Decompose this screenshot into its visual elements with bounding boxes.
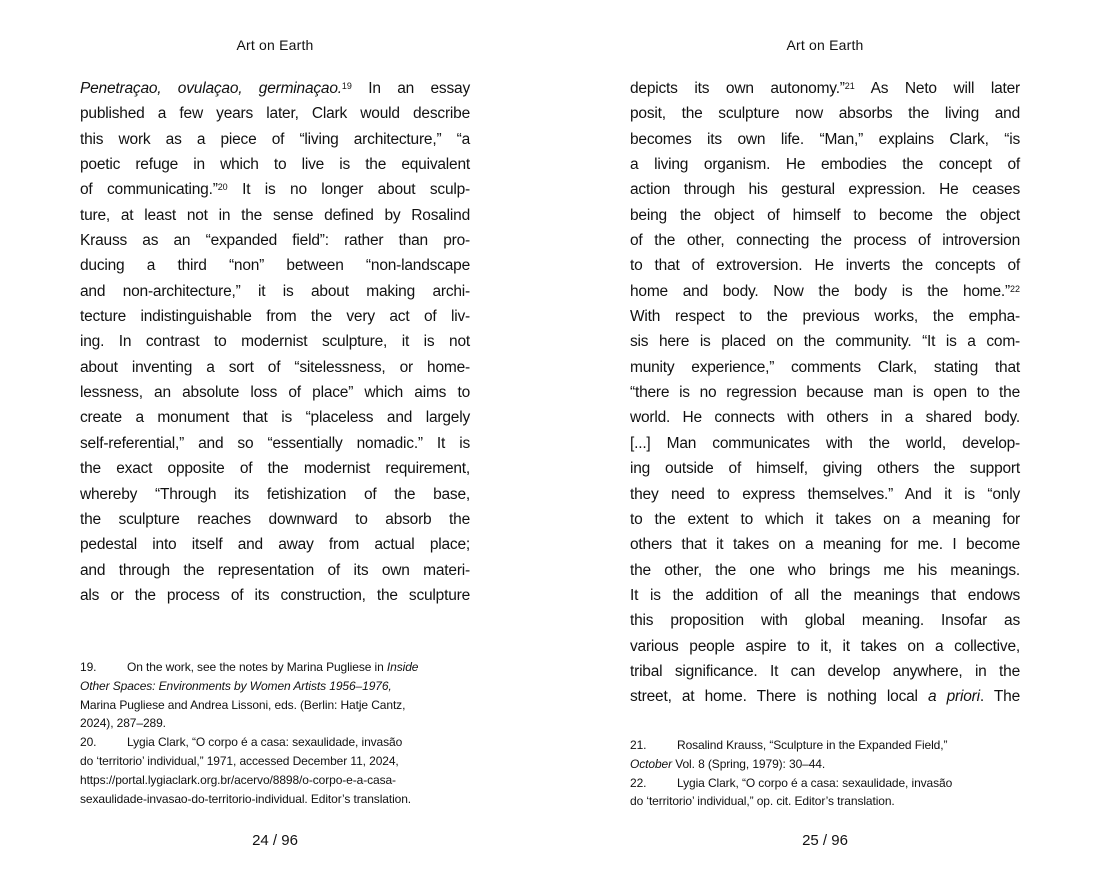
text-line: 19. On the work, see the notes by Marina Pugliese in Inside bbox=[80, 660, 419, 674]
text-line: Other Spaces: Environments by Women Artists 1956–1976, bbox=[80, 678, 392, 693]
text-line: being the object of himself to become the object bbox=[630, 206, 1020, 224]
text-line: and non-architecture,” it is about making archi- bbox=[80, 282, 470, 300]
text-line: tribal significance. It can develop anywhere, in the bbox=[630, 662, 1020, 680]
text-line: this proposition with global meaning. Insofar as bbox=[630, 612, 1020, 630]
text-line: the exact opposite of the modernist requirement, bbox=[80, 460, 470, 478]
text-line: world. He connects with others in a shared body. bbox=[630, 409, 1020, 427]
text-line: pedestal into itself and away from actual place; bbox=[80, 536, 470, 554]
text-line: to that of extroversion. He inverts the concepts of bbox=[630, 257, 1020, 275]
text-line: a living organism. He embodies the concept of bbox=[630, 156, 1020, 174]
text-line: sis here is placed on the community. “It is a com- bbox=[630, 333, 1020, 351]
text-line: this work as a piece of “living architecture,” “a bbox=[80, 130, 470, 148]
text-line: [...] Man communicates with the world, develop- bbox=[630, 434, 1020, 452]
text-line: create a monument that is “placeless and largely bbox=[80, 409, 470, 427]
text-line: do ‘territorio’ individual,” op. cit. Editor’s translation. bbox=[630, 794, 895, 809]
text-line: ing outside of himself, giving others the support bbox=[630, 460, 1020, 478]
text-line: Penetraçao, ovulaçao, germinaçao.$^{19}$ In an essay bbox=[80, 80, 470, 97]
body-text-left bbox=[80, 76, 470, 608]
text-line: the other, the one who brings me his meanings. bbox=[630, 561, 1020, 579]
text-line: “there is no regression because man is open to the bbox=[630, 384, 1020, 402]
text-line: 2024), 287–289. bbox=[80, 716, 166, 731]
text-line: whereby “Through its fetishization of the base, bbox=[80, 485, 470, 503]
text-line: October Vol. 8 (Spring, 1979): 30–44. bbox=[630, 756, 826, 771]
text-line: ing. In contrast to modernist sculpture, it is not bbox=[80, 333, 470, 351]
footnotes-right bbox=[630, 736, 1020, 811]
text-line: to the extent to which it takes on a meaning for bbox=[630, 510, 1020, 528]
text-line: sexaulidade-invasao-do-territorio-individual. Editor’s translation. bbox=[80, 791, 412, 806]
text-line: lessness, an absolute loss of place” which aims to bbox=[80, 384, 470, 402]
text-line: ture, at least not in the sense defined by Rosalind bbox=[80, 206, 470, 224]
text-line: of the other, connecting the process of introversion bbox=[630, 232, 1020, 250]
text-line: becomes its own life. “Man,” explains Clark, “is bbox=[630, 130, 1020, 148]
text-line: https://portal.lygiaclark.org.br/acervo/8898/o-corpo-e-a-casa- bbox=[80, 772, 396, 787]
text-line: street, at home. There is nothing local a priori. The bbox=[630, 688, 1021, 706]
body-text-right bbox=[630, 76, 1020, 710]
text-line: home and body. Now the body is the home.”$^{22}$ bbox=[630, 282, 1020, 300]
running-head-left: Art on Earth bbox=[236, 37, 314, 53]
page-right bbox=[550, 0, 1100, 885]
footnotes-left bbox=[80, 658, 470, 808]
text-line: 20. Lygia Clark, “O corpo é a casa: sexaulidade, invasão bbox=[80, 735, 403, 750]
text-line: 21. Rosalind Krauss, “Sculpture in the Expanded Field,” bbox=[630, 738, 948, 752]
text-line: Krauss as an “expanded field”: rather than pro- bbox=[80, 232, 470, 250]
text-line: various people aspire to it, it takes on a collective, bbox=[630, 637, 1020, 655]
text-line: tecture indistinguishable from the very act of liv- bbox=[80, 308, 470, 326]
text-line: als or the process of its construction, the sculpture bbox=[80, 586, 470, 604]
text-line: of communicating.”$^{20}$ It is no longer about sculp- bbox=[80, 181, 471, 199]
text-line: depicts its own autonomy.”$^{21}$ As Neto will later bbox=[630, 80, 1021, 97]
text-line: published a few years later, Clark would describe bbox=[80, 105, 470, 123]
text-line: It is the addition of all the meanings that endows bbox=[630, 586, 1020, 604]
text-line: do ‘territorio’ individual,” 1971, accessed December 11, 2024, bbox=[80, 753, 399, 768]
page-number-right: 25 / 96 bbox=[802, 832, 848, 849]
text-line: about inventing a sort of “sitelessness, or home- bbox=[80, 358, 470, 376]
text-line: Marina Pugliese and Andrea Lissoni, eds. (Berlin: Hatje Cantz, bbox=[80, 697, 406, 712]
text-line: poetic refuge in which to live is the equivalent bbox=[80, 156, 470, 174]
text-line: action through his gestural expression. He ceases bbox=[630, 181, 1020, 199]
text-line: self-referential,” and so “essentially nomadic.” It is bbox=[80, 434, 470, 452]
text-line: they need to express themselves.” And it is “only bbox=[630, 485, 1020, 503]
text-line: posit, the sculpture now absorbs the living and bbox=[630, 105, 1020, 123]
text-line: the sculpture reaches downward to absorb the bbox=[80, 510, 470, 528]
text-line: 22. Lygia Clark, “O corpo é a casa: sexaulidade, invasão bbox=[630, 775, 953, 790]
text-line: With respect to the previous works, the empha- bbox=[630, 308, 1020, 326]
text-line: ducing a third “non” between “non-landscape bbox=[80, 257, 470, 275]
page-number-left: 24 / 96 bbox=[252, 832, 298, 849]
text-line: others that it takes on a meaning for me. I become bbox=[630, 536, 1020, 554]
text-line: munity experience,” comments Clark, stating that bbox=[630, 358, 1020, 376]
running-head-right: Art on Earth bbox=[786, 37, 864, 53]
text-line: and through the representation of its own materi- bbox=[80, 561, 470, 579]
